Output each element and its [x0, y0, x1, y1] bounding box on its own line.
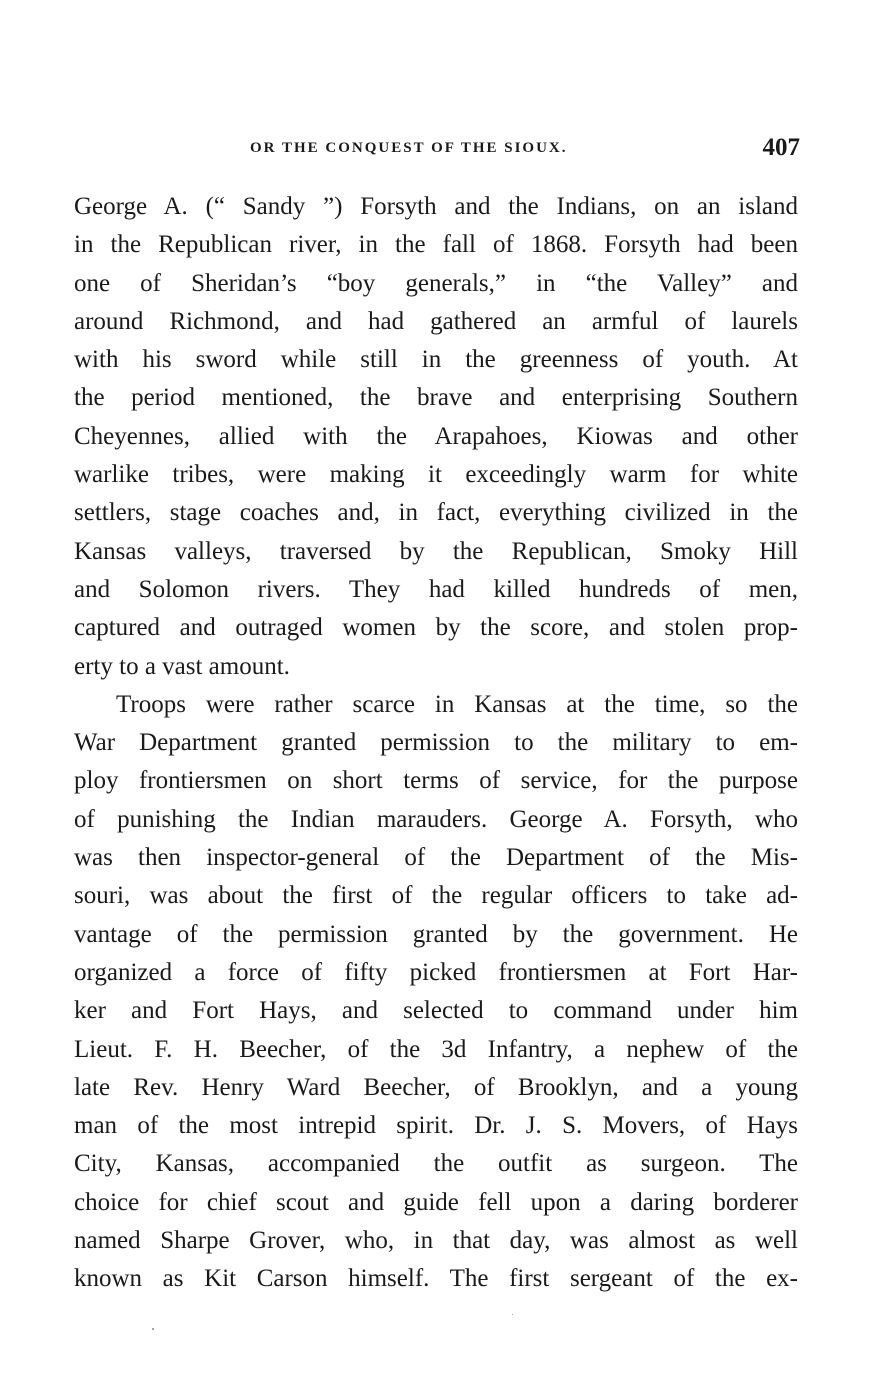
paper-speck: [152, 1328, 154, 1330]
body-text: [74, 188, 798, 1299]
text-line: Troops were rather scarce in Kansas at the time, so the: [116, 690, 798, 718]
page-number: 407: [762, 134, 800, 161]
text-line: choice for chief scout and guide fell upon a daring borderer: [74, 1188, 798, 1216]
text-line: souri, was about the first of the regular officers to take ad-: [74, 882, 798, 910]
text-line: the period mentioned, the brave and enterprising Southern: [74, 384, 798, 412]
text-line: George A. (“ Sandy ”) Forsyth and the Indians, on an island: [74, 193, 798, 220]
running-header: [74, 136, 800, 166]
text-line: around Richmond, and had gathered an armful of laurels: [74, 307, 798, 335]
text-line: erty to a vast amount.: [74, 652, 290, 680]
paragraph-1: [74, 188, 798, 686]
text-line: one of Sheridan’s “boy generals,” in “the Valley” and: [74, 269, 798, 297]
text-line: late Rev. Henry Ward Beecher, of Brooklyn, and a young: [74, 1073, 798, 1101]
text-line: with his sword while still in the greenness of youth. At: [74, 346, 798, 374]
text-line: Cheyennes, allied with the Arapahoes, Kiowas and other: [74, 422, 798, 450]
text-line: named Sharpe Grover, who, in that day, was almost as well: [74, 1227, 798, 1255]
text-line: man of the most intrepid spirit. Dr. J. S. Movers, of Hays: [74, 1112, 798, 1140]
text-line: known as Kit Carson himself. The first sergeant of the ex-: [74, 1265, 798, 1293]
text-line: settlers, stage coaches and, in fact, everything civilized in the: [74, 499, 798, 527]
paragraph-2: [74, 686, 798, 1299]
running-header-title: OR THE CONQUEST OF THE SIOUX.: [250, 140, 568, 156]
text-line: Lieut. F. H. Beecher, of the 3d Infantry, a nephew of the: [74, 1035, 798, 1063]
text-line: organized a force of fifty picked frontiersmen at Fort Har-: [74, 958, 798, 986]
text-line: ker and Fort Hays, and selected to command under him: [74, 997, 798, 1025]
text-line: and Solomon rivers. They had killed hundreds of men,: [74, 575, 798, 603]
text-line: was then inspector-general of the Department of the Mis-: [74, 844, 798, 872]
paper-speck: [512, 1314, 513, 1315]
text-line: captured and outraged women by the score, and stolen prop-: [74, 614, 798, 642]
text-line: City, Kansas, accompanied the outfit as surgeon. The: [74, 1150, 798, 1178]
text-line: War Department granted permission to the military to em-: [74, 729, 798, 757]
text-line: Kansas valleys, traversed by the Republican, Smoky Hill: [74, 537, 798, 565]
text-line: ploy frontiersmen on short terms of service, for the purpose: [74, 767, 798, 795]
text-line: vantage of the permission granted by the government. He: [74, 920, 798, 948]
text-line: of punishing the Indian marauders. George A. Forsyth, who: [74, 805, 798, 833]
text-line: in the Republican river, in the fall of 1868. Forsyth had been: [74, 231, 798, 259]
text-line: warlike tribes, were making it exceedingly warm for white: [74, 461, 798, 489]
